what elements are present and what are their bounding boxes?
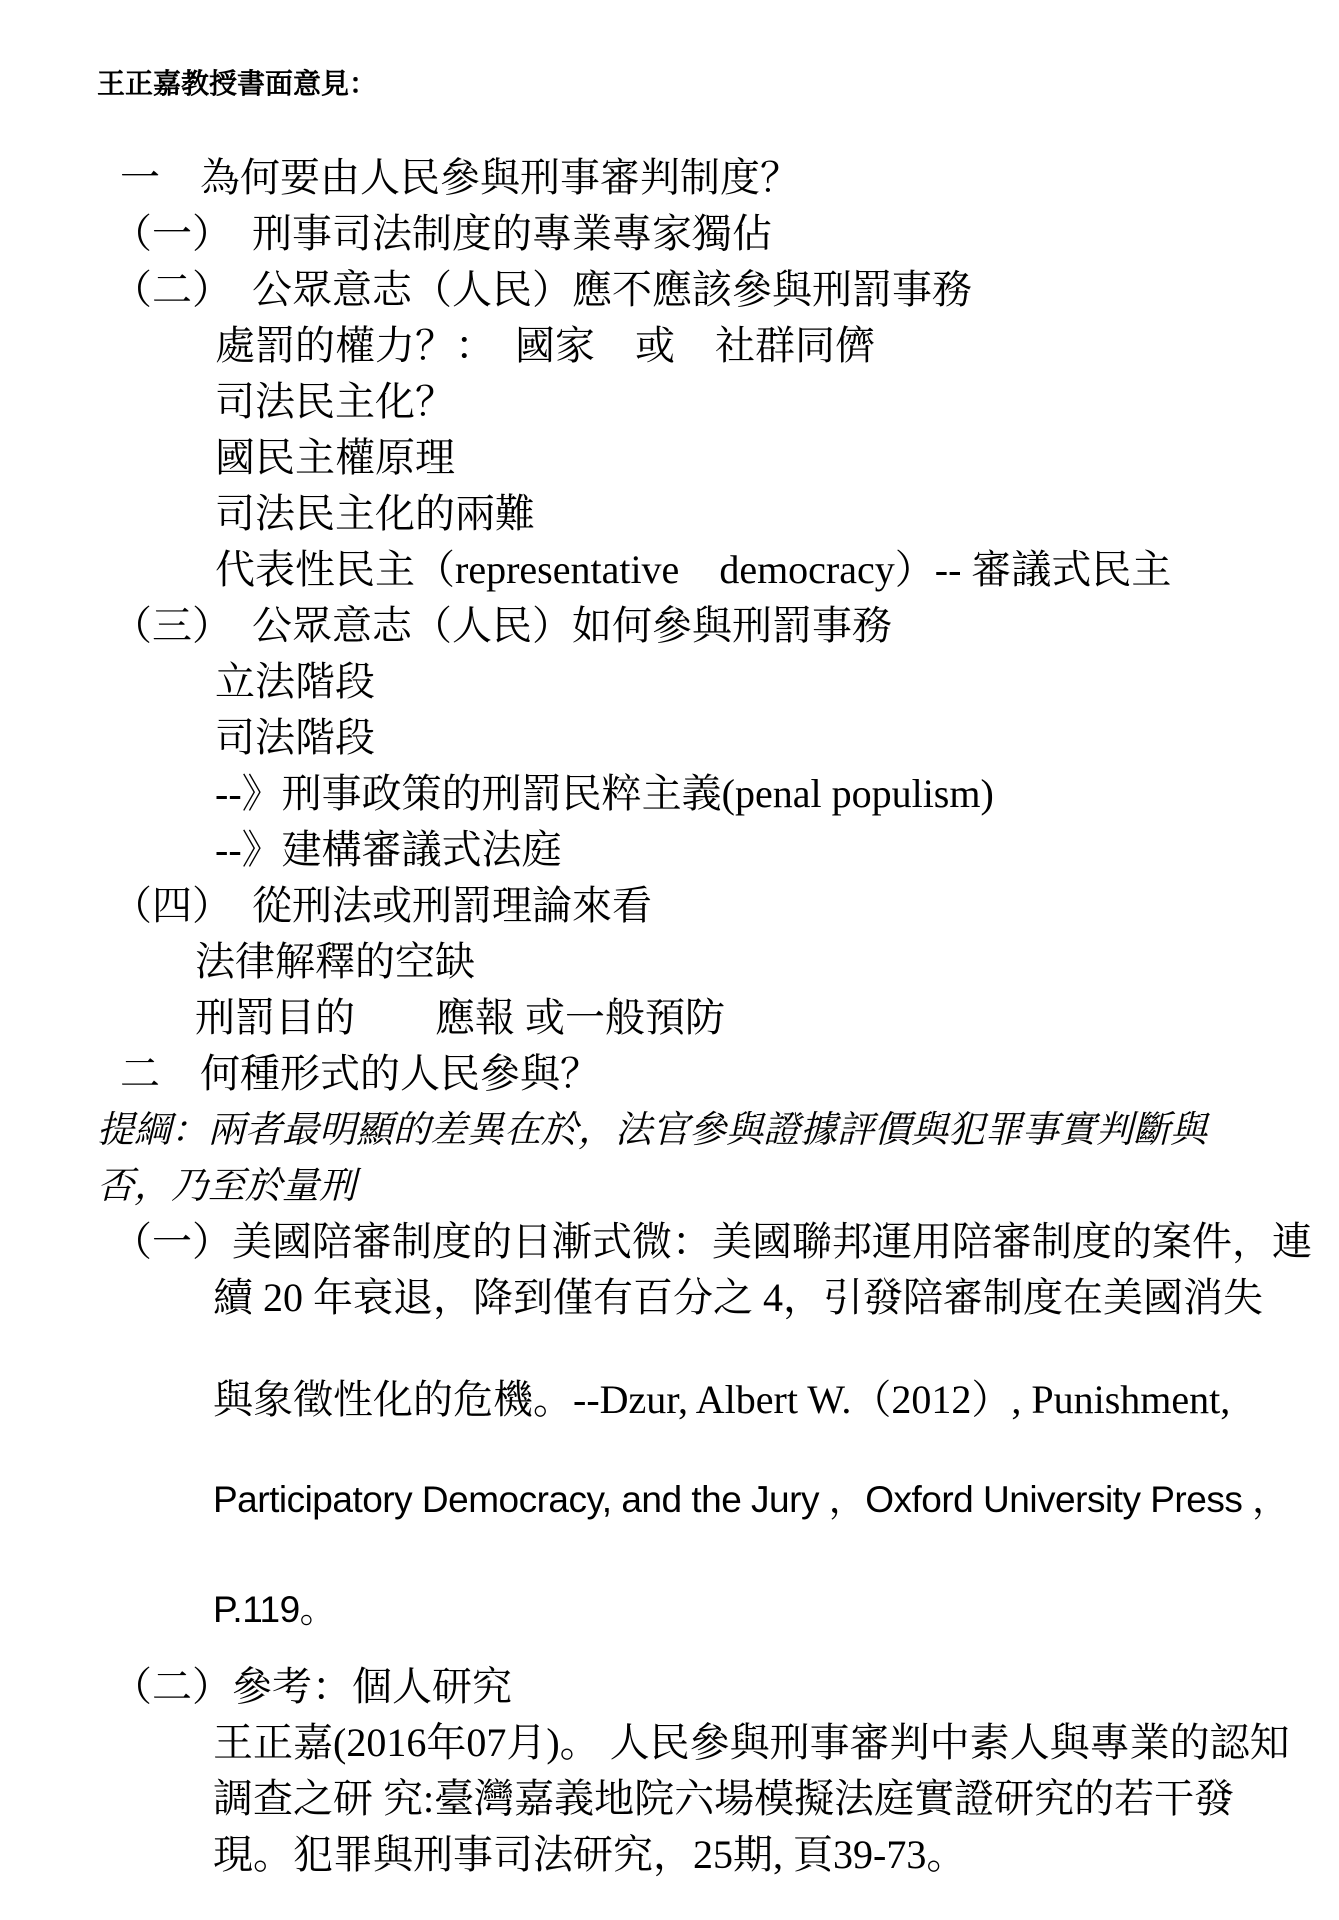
- sub-item: 立法階段: [215, 659, 375, 704]
- summary-line: 提綱：兩者最明顯的差異在於，法官參與證據評價與犯罪事實判斷與: [97, 1108, 1207, 1151]
- summary-line: 否，乃至於量刑: [97, 1164, 356, 1207]
- sub-item: 司法民主化的兩難: [215, 491, 535, 536]
- outline-item: （三） 公眾意志（人民）如何參與刑罰事務: [112, 603, 892, 648]
- citation-line: Participatory Democracy, and the Jury ，Oxford University Press ，: [213, 1479, 1289, 1520]
- outline-item: （一）美國陪審制度的日漸式微：美國聯邦運用陪審制度的案件，連: [112, 1219, 1312, 1264]
- sub-item: 司法民主化？: [215, 379, 455, 424]
- citation-line: 王正嘉(2016年07月)。 人民參與刑事審判中素人與專業的認知: [213, 1720, 1290, 1765]
- sub-item: 刑罰目的 應報 或一般預防: [195, 995, 725, 1040]
- sub-item: --》刑事政策的刑罰民粹主義(penal populism): [215, 771, 994, 816]
- citation-line: 調查之研 究:臺灣嘉義地院六場模擬法庭實證研究的若干發: [213, 1776, 1235, 1821]
- doc-title: 王正嘉教授書面意見：: [97, 68, 378, 99]
- citation-line: 與象徵性化的危機。--Dzur, Albert W.（2012）, Punishment,: [213, 1377, 1231, 1422]
- citation-line: 現。犯罪與刑事司法研究，25期, 頁39-73。: [213, 1832, 967, 1877]
- sub-item: 司法階段: [215, 715, 375, 760]
- sub-item: 處罰的權力？： 國家 或 社群同儕: [215, 323, 875, 368]
- section-heading-1: 一 為何要由人民參與刑事審判制度？: [120, 155, 800, 200]
- outline-item: （四） 從刑法或刑罰理論來看: [112, 883, 652, 928]
- sub-item: 法律解釋的空缺: [195, 939, 475, 984]
- sub-item: 國民主權原理: [215, 435, 455, 480]
- citation-line: P.119。: [213, 1589, 337, 1630]
- sub-item: 代表性民主（representative democracy）-- 審議式民主: [215, 547, 1172, 592]
- outline-item: （一） 刑事司法制度的專業專家獨佔: [112, 211, 772, 256]
- citation-line: 續 20 年衰退，降到僅有百分之 4，引發陪審制度在美國消失: [213, 1275, 1263, 1320]
- sub-item: --》建構審議式法庭: [215, 827, 562, 872]
- outline-item: （二） 公眾意志（人民）應不應該參與刑罰事務: [112, 267, 972, 312]
- section-heading-2: 二 何種形式的人民參與？: [120, 1051, 600, 1096]
- outline-item: （二）參考：個人研究: [112, 1664, 512, 1709]
